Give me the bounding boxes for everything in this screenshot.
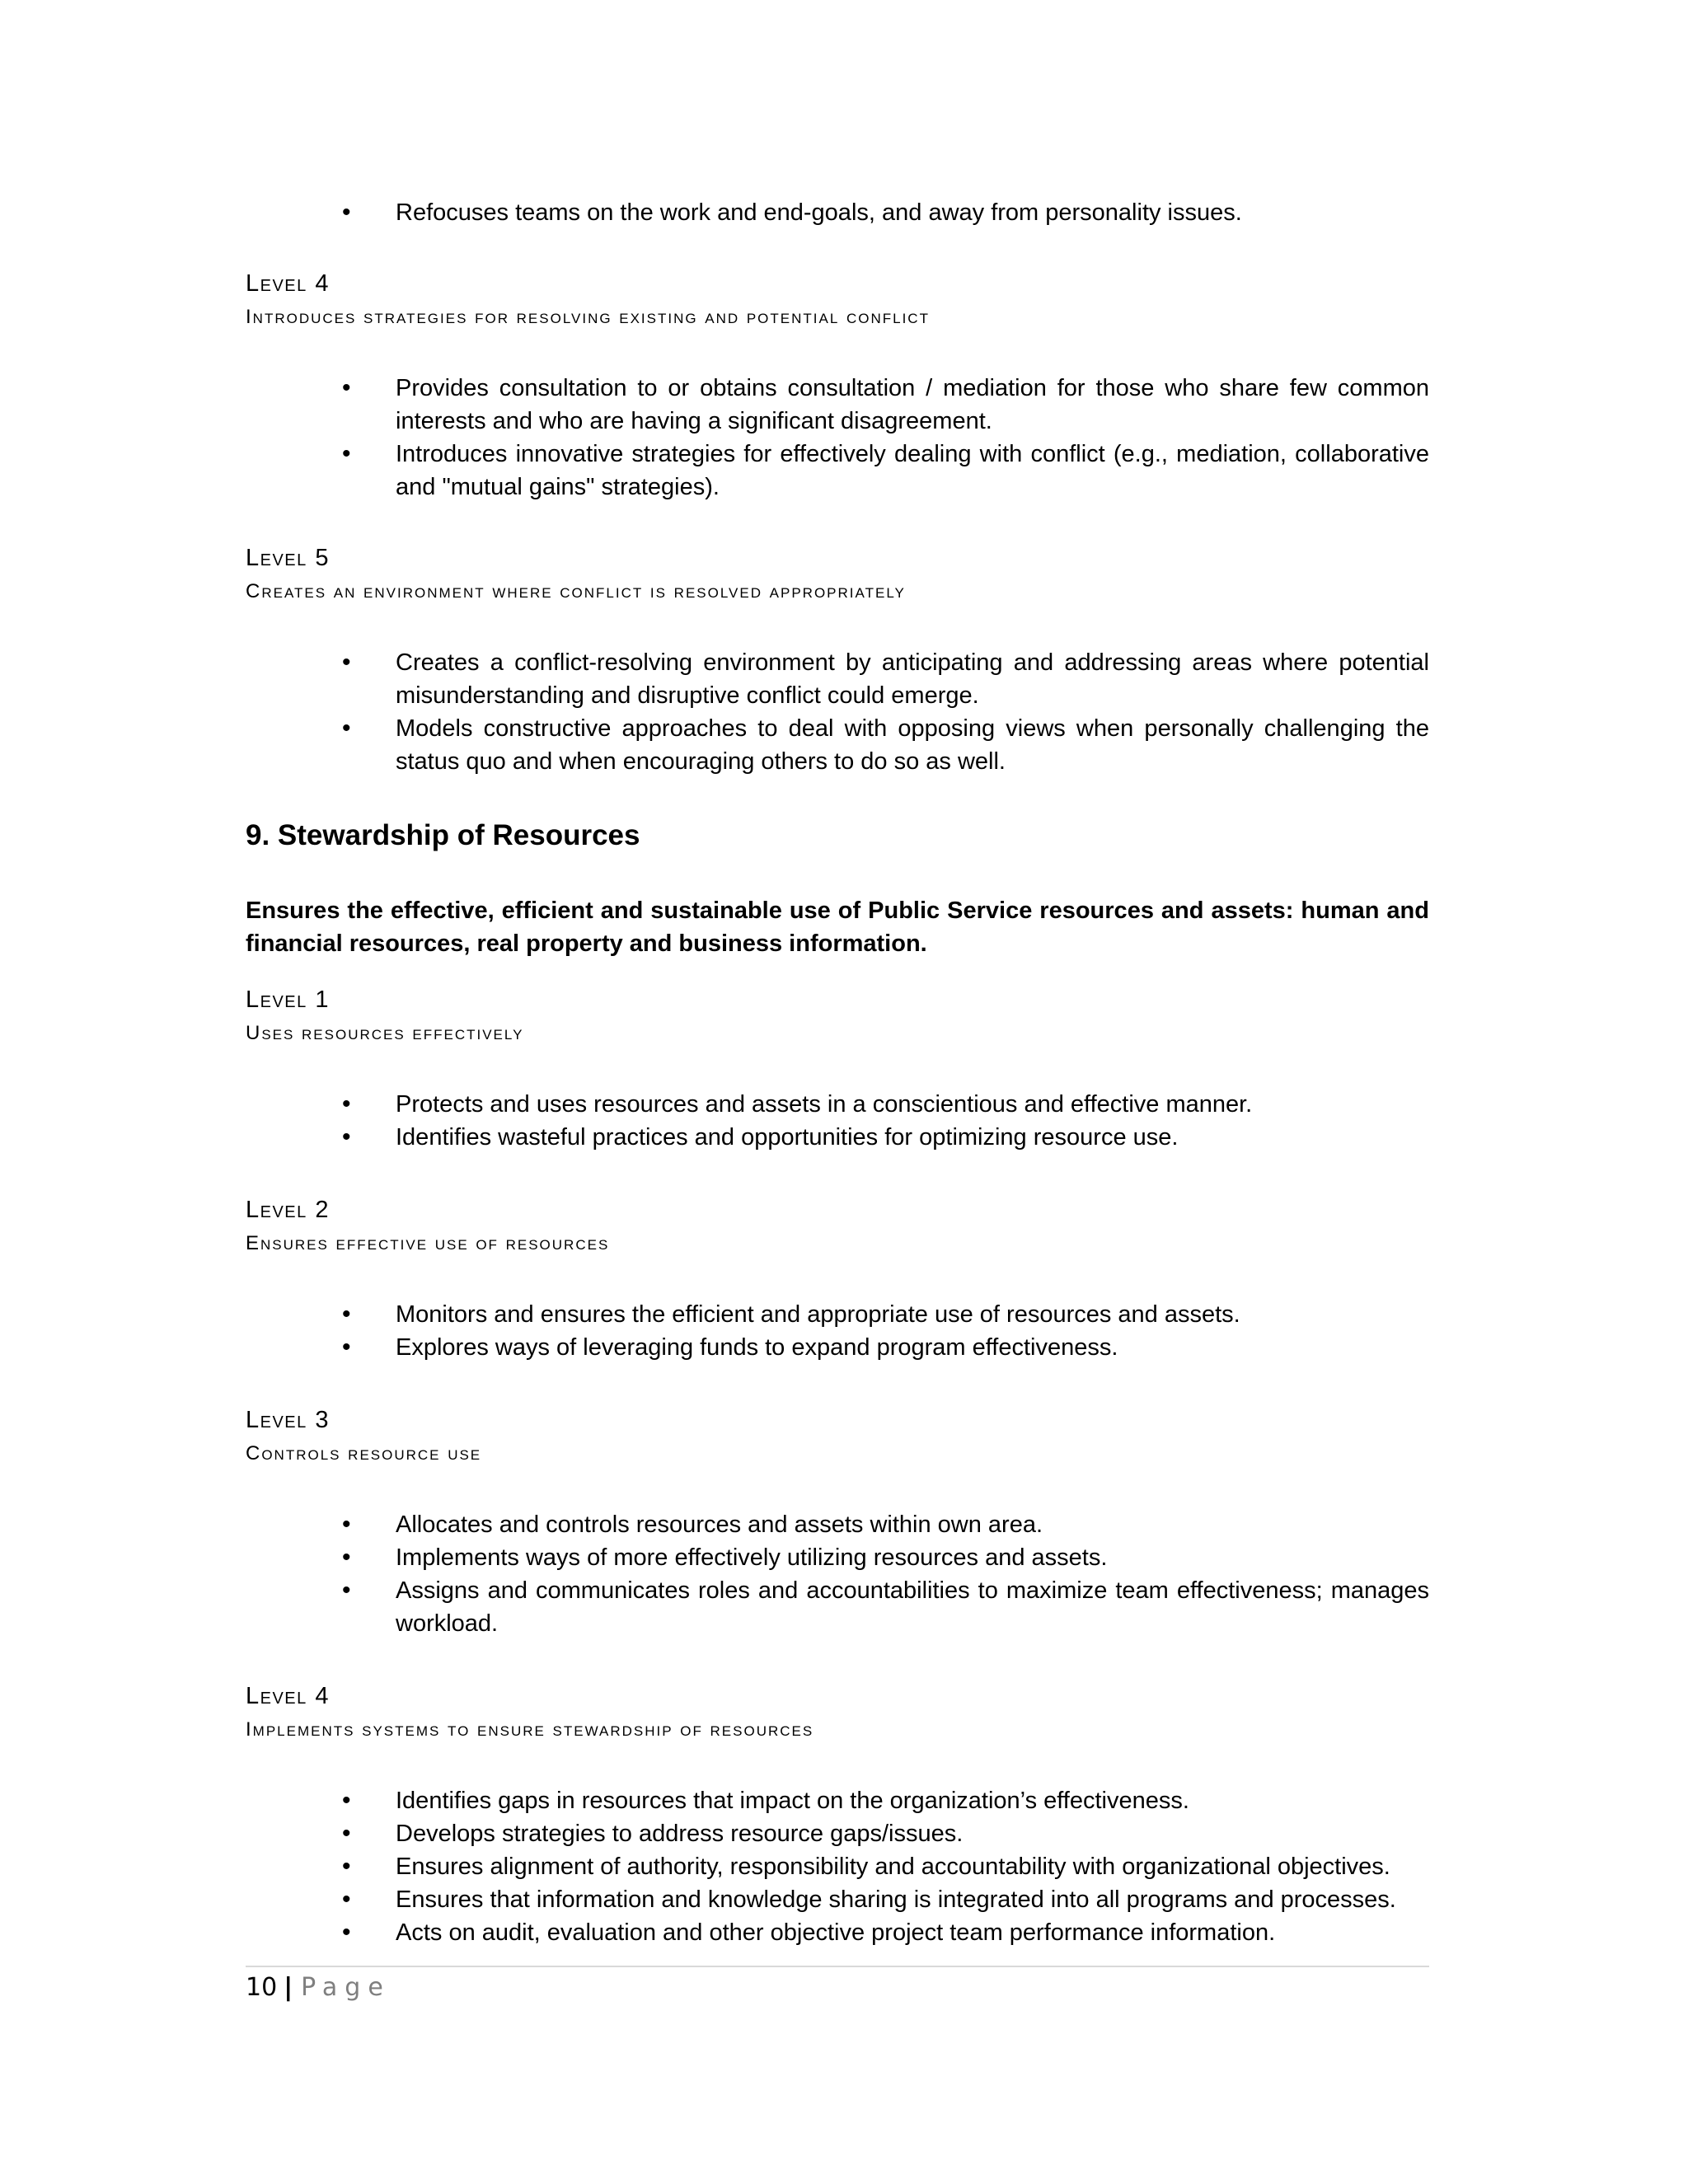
- list-item: • Identifies gaps in resources that impact on the organization’s effectiveness.: [342, 1787, 1189, 1814]
- footer-divider: [246, 1966, 1429, 1967]
- list-item: • Monitors and ensures the efficient and appropriate use of resources and assets.: [342, 1301, 1240, 1328]
- bullet-list: [0, 1784, 1688, 1949]
- list-item: • Protects and uses resources and assets in a conscientious and effective manner.: [342, 1090, 1253, 1118]
- list-item: • Creates a conflict-resolving environment by anticipating and addressing areas where potential misunderstanding and disruptive conflict could emerge.: [342, 649, 1429, 709]
- level-title: Creates an environment where conflict is resolved appropriately: [246, 580, 906, 602]
- level-label: Level 4: [246, 1683, 330, 1709]
- level-title: Ensures effective use of resources: [246, 1232, 610, 1254]
- list-item: • Develops strategies to address resource gaps/issues.: [342, 1820, 964, 1847]
- level-title: Uses resources effectively: [246, 1022, 524, 1044]
- list-item: • Provides consultation to or obtains consultation / mediation for those who share few common interests and who are having a significant disagreement.: [342, 374, 1429, 434]
- list-item: • Ensures alignment of authority, responsibility and accountability with organizational objectives.: [342, 1853, 1390, 1880]
- page-label: Page: [301, 1973, 391, 2002]
- page-number: 10: [246, 1973, 278, 2002]
- level-title: Introduces strategies for resolving existing and potential conflict: [246, 306, 930, 328]
- section-heading: 9. Stewardship of Resources: [246, 819, 640, 851]
- list-item: • Ensures that information and knowledge sharing is integrated into all programs and processes.: [342, 1886, 1396, 1913]
- footer-separator: |: [284, 1973, 293, 2002]
- section-definition: Ensures the effective, efficient and sustainable use of Public Service resources and assets: human and financial resources, real property and business information.: [246, 898, 1429, 957]
- level-title: Controls resource use: [246, 1442, 482, 1465]
- list-item: • Assigns and communicates roles and accountabilities to maximize team effectiveness; manages workload.: [342, 1577, 1429, 1637]
- page-footer: [246, 1971, 391, 2004]
- level-label: Level 5: [246, 545, 330, 571]
- bullet-list: [0, 646, 1688, 778]
- list-item: • Acts on audit, evaluation and other objective project team performance information.: [342, 1919, 1276, 1946]
- bullet-list: [0, 1298, 1688, 1364]
- list-item: • Identifies wasteful practices and opportunities for optimizing resource use.: [342, 1123, 1179, 1151]
- level-label: Level 4: [246, 270, 330, 297]
- list-item: • Models constructive approaches to deal with opposing views when personally challenging the status quo and when encouraging others to do so as well.: [342, 715, 1429, 775]
- level-label: Level 2: [246, 1197, 330, 1223]
- bullet-list: [0, 1088, 1688, 1154]
- list-item: • Introduces innovative strategies for effectively dealing with conflict (e.g., mediation, collaborative and "mutual gains" strategies).: [342, 440, 1429, 500]
- top-bullet-list: [0, 196, 1688, 229]
- list-item: • Refocuses teams on the work and end-goals, and away from personality issues.: [342, 199, 1242, 226]
- list-item: • Explores ways of leveraging funds to expand program effectiveness.: [342, 1333, 1118, 1361]
- list-item: • Allocates and controls resources and assets within own area.: [342, 1511, 1043, 1538]
- bullet-list: [0, 372, 1688, 504]
- level-label: Level 1: [246, 987, 330, 1013]
- bullet-list: [0, 1508, 1688, 1640]
- list-item: • Implements ways of more effectively utilizing resources and assets.: [342, 1544, 1108, 1571]
- level-title: Implements systems to ensure stewardship of resources: [246, 1718, 814, 1741]
- level-label: Level 3: [246, 1407, 330, 1433]
